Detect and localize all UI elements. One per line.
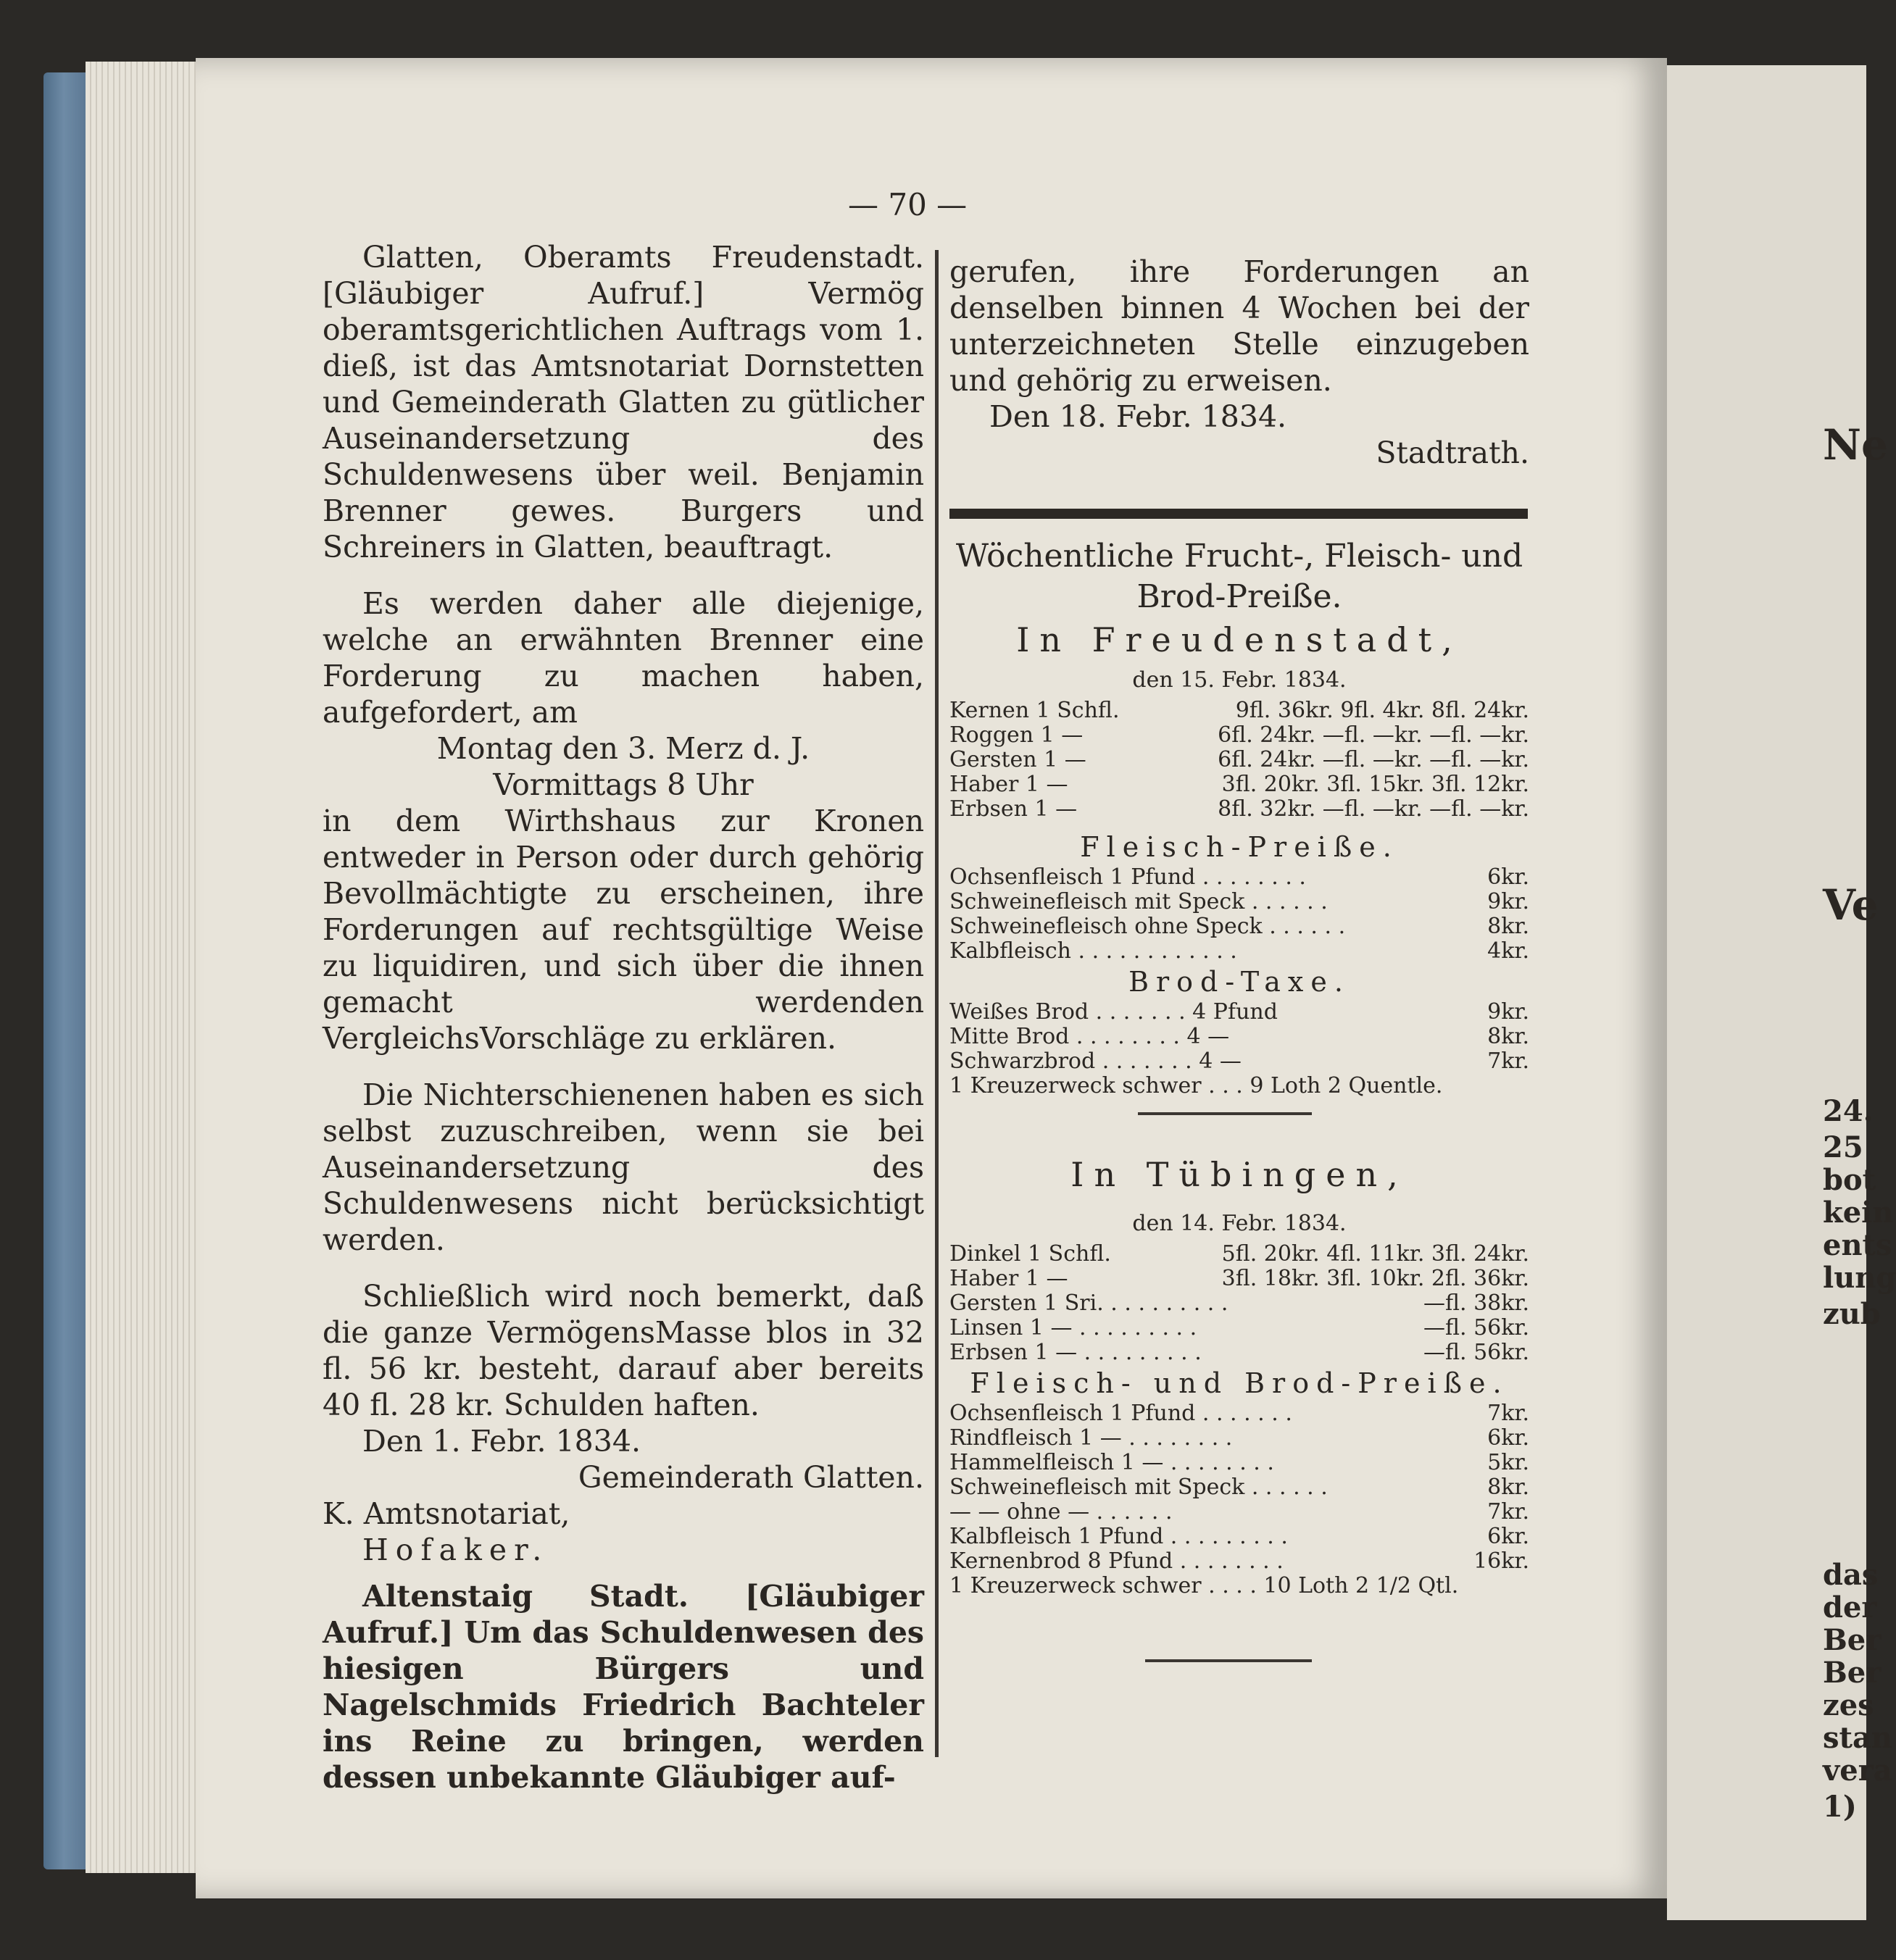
signature: K. Amtsnotariat,	[323, 1496, 570, 1531]
next-page-fragment: lung	[1823, 1261, 1896, 1295]
table-row: Schweinefleisch mit Speck . . . . . . 8kr.	[949, 1475, 1529, 1500]
next-page-fragment: stan	[1823, 1721, 1892, 1755]
table-row: Gersten 1 Sri. . . . . . . . . . —fl. 38kr.	[949, 1290, 1529, 1316]
signature: Hofaker.	[362, 1532, 549, 1567]
next-page-fragment: der	[1823, 1590, 1877, 1625]
table-row: Haber 1 — 3fl. 20kr. 3fl. 15kr. 3fl. 12kr.	[949, 772, 1529, 797]
price-date: den 15. Febr. 1834.	[1132, 667, 1347, 693]
table-row: 1 Kreuzerweck schwer . . . 9 Loth 2 Quentle.	[949, 1073, 1443, 1098]
short-rule	[1145, 1659, 1312, 1662]
next-page-fragment: Ne	[1823, 420, 1888, 470]
table-row: Kernenbrod 8 Pfund . . . . . . . . 16kr.	[949, 1548, 1529, 1574]
section-rule	[949, 509, 1528, 519]
table-row: Schweinefleisch mit Speck . . . . . . 9kr.	[949, 889, 1529, 914]
paragraph: Schließlich wird noch bemerkt, daß die ganze VermögensMasse blos in 32 fl. 56 kr. besteht, darauf aber bereits 40 fl. 28 kr. Schulden haften.	[323, 1279, 924, 1422]
page-number: — 70 —	[848, 187, 968, 222]
table-row: Ochsenfleisch 1 Pfund . . . . . . . . 6kr.	[949, 864, 1529, 890]
tuebingen-section	[949, 1152, 1529, 1598]
next-page-fragment: zub	[1823, 1297, 1881, 1331]
table-row: Schwarzbrod . . . . . . . 4 — 7kr.	[949, 1048, 1529, 1074]
left-column	[323, 239, 924, 1796]
table-row: Dinkel 1 Schfl. 5fl. 20kr. 4fl. 11kr. 3fl. 24kr.	[949, 1241, 1529, 1267]
signature: Gemeinderath Glatten.	[578, 1460, 924, 1495]
meeting-time: Vormittags 8 Uhr	[493, 767, 754, 802]
table-row: Ochsenfleisch 1 Pfund . . . . . . . 7kr.	[949, 1401, 1529, 1426]
table-heading: Fleisch-Preiße.	[1080, 831, 1399, 863]
price-date: den 14. Febr. 1834.	[1132, 1211, 1347, 1236]
next-page-fragment: das	[1823, 1558, 1879, 1592]
price-title: Wöchentliche Frucht-, Fleisch- und Brod-Preiße.	[955, 538, 1523, 615]
table-row: — — ohne — . . . . . . 7kr.	[949, 1499, 1529, 1525]
signature: Stadtrath.	[1376, 435, 1529, 470]
table-row: Kalbfleisch 1 Pfund . . . . . . . . . 6kr.	[949, 1524, 1529, 1549]
meeting-date: Montag den 3. Merz d. J.	[436, 731, 810, 766]
table-row: Haber 1 — 3fl. 18kr. 3fl. 10kr. 2fl. 36kr.	[949, 1266, 1529, 1291]
short-rule	[1138, 1112, 1312, 1115]
meat-table	[949, 865, 1529, 964]
paragraph: Die Nichterschienenen haben es sich selbst zuzuschreiben, wenn sie bei Auseinandersetzung des Schuldenwesens nicht berücksichtigt werden.	[323, 1077, 924, 1257]
next-page	[1667, 65, 1896, 1920]
table-row: Weißes Brod . . . . . . . 4 Pfund 9kr.	[949, 999, 1529, 1025]
table-row: 1 Kreuzerweck schwer . . . . 10 Loth 2 1/2 Qtl.	[949, 1573, 1459, 1598]
paragraph: Es werden daher alle diejenige, welche an erwähnten Brenner eine Forderung zu machen haben, aufgefordert, am	[323, 586, 924, 730]
page-edges	[86, 62, 201, 1873]
table-row: Kernen 1 Schfl. 9fl. 36kr. 9fl. 4kr. 8fl. 24kr.	[949, 698, 1529, 723]
next-page-fragment: 25	[1823, 1130, 1863, 1164]
bread-table	[949, 1000, 1529, 1098]
next-page-fragment: Ber	[1823, 1656, 1882, 1690]
date-line: Den 18. Febr. 1834.	[989, 399, 1287, 434]
table-row: Erbsen 1 — 8fl. 32kr. —fl. —kr. —fl. —kr.	[949, 796, 1529, 822]
table-row: Gersten 1 — 6fl. 24kr. —fl. —kr. —fl. —kr.	[949, 747, 1529, 772]
town-heading: In Freudenstadt,	[1016, 620, 1463, 659]
paragraph: gerufen, ihre Forderungen an denselben binnen 4 Wochen bei der unterzeichneten Stelle einzugeben und gehörig zu erweisen.	[949, 254, 1529, 398]
table-row: Hammelfleisch 1 — . . . . . . . . 5kr.	[949, 1450, 1529, 1475]
meat-bread-table	[949, 1401, 1529, 1598]
date-line: Den 1. Febr. 1834.	[362, 1424, 641, 1459]
next-page-fragment: Ber	[1823, 1623, 1882, 1657]
table-row: Schweinefleisch ohne Speck . . . . . . 8kr.	[949, 914, 1529, 939]
town-heading: In Tübingen,	[1070, 1155, 1408, 1194]
table-row: Linsen 1 — . . . . . . . . . —fl. 56kr.	[949, 1315, 1529, 1340]
paragraph: Glatten, Oberamts Freudenstadt. [Gläubiger Aufruf.] Vermög oberamtsgerichtlichen Auftrags vom 1. dieß, ist das Amtsnotariat Dornstetten und Gemeinderath Glatten zu gütlicher Auseinandersetzung des Schuldenwesens über weil. Benjamin Brenner gewes. Burgers und Schreiners in Glatten, beauftragt.	[323, 240, 924, 564]
next-page-fragment: 24.	[1823, 1094, 1874, 1128]
table-row: Kalbfleisch . . . . . . . . . . . . 4kr.	[949, 938, 1529, 964]
paragraph: Altenstaig Stadt. [Gläubiger Aufruf.] Um das Schuldenwesen des hiesigen Bürgers und Nagelschmids Friedrich Bachteler ins Reine zu bringen, werden dessen unbekannte Gläubiger auf-	[323, 1579, 924, 1795]
grain-table	[949, 1242, 1529, 1365]
price-section	[949, 536, 1529, 1098]
next-page-fragment: bot	[1823, 1163, 1876, 1197]
table-row: Roggen 1 — 6fl. 24kr. —fl. —kr. —fl. —kr.	[949, 722, 1529, 748]
next-page-fragment: ents	[1823, 1228, 1892, 1262]
table-row: Erbsen 1 — . . . . . . . . . —fl. 56kr.	[949, 1340, 1529, 1365]
table-heading: Brod-Taxe.	[1128, 966, 1350, 998]
next-page-fragment: kein	[1823, 1196, 1894, 1230]
right-column	[949, 254, 1529, 471]
table-row: Rindfleisch 1 — . . . . . . . . 6kr.	[949, 1425, 1529, 1451]
table-heading: Fleisch- und Brod-Preiße.	[970, 1367, 1509, 1399]
next-page-fragment: Ve	[1823, 880, 1879, 930]
table-row: Mitte Brod . . . . . . . . 4 — 8kr.	[949, 1024, 1529, 1049]
paragraph: in dem Wirthshaus zur Kronen entweder in Person oder durch gehörig Bevollmächtigte zu erscheinen, ihre Forderungen auf rechtsgültige Weise zu liquidiren, und sich über die ihnen gemacht werdenden VergleichsVorschläge zu erklären.	[323, 804, 924, 1056]
next-page-fragment: zes	[1823, 1688, 1874, 1722]
next-page-fragment: vera	[1823, 1753, 1892, 1788]
grain-table	[949, 698, 1529, 822]
next-page-fragment: 1)	[1823, 1790, 1857, 1824]
column-divider	[935, 250, 939, 1757]
